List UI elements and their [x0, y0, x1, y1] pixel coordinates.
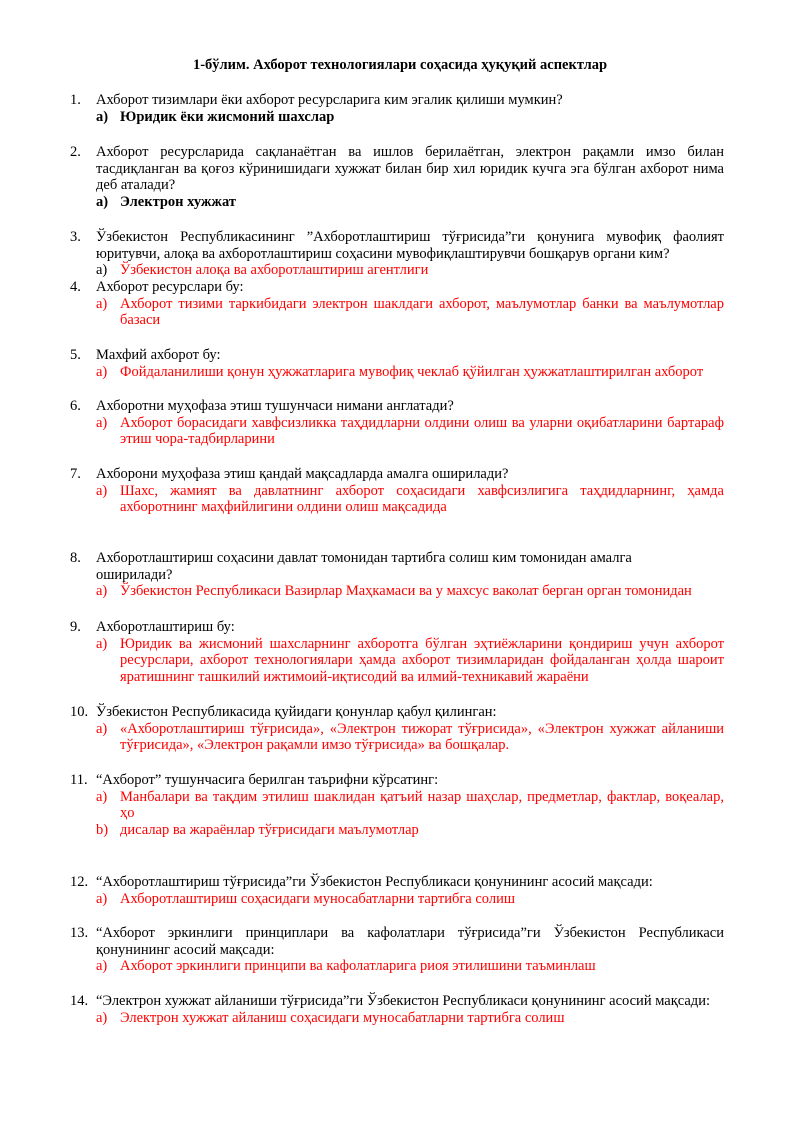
question-text: Ўзбекистон Республикасининг ”Ахборотлаштириш тўғрисида”ги қонунига мувофиқ фаолият юритувчи, алоқа ва ахборотлаштириш соҳасини мувофиқлаштирувчи бошқарув органи ким? — [96, 229, 724, 262]
answer-letter: а) — [96, 262, 108, 278]
question-number: 14. — [70, 993, 89, 1009]
answer-letter: а) — [96, 414, 108, 431]
answer-letter: а) — [96, 720, 108, 737]
question-9 — [70, 619, 724, 685]
question-10 — [70, 704, 724, 754]
answer-text: «Ахборотлаштириш тўғрисида», «Электрон тижорат тўғрисида», «Электрон хужжат айланиши тўғрисида», «Электрон рақамли имзо тўғрисида» ва бошқалар. — [120, 720, 724, 753]
question-text: Ўзбекистон Республикасида қуйидаги қонунлар қабул қилинган: — [96, 704, 497, 720]
answer-text: Ахборот тизими таркибидаги электрон шаклдаги ахборот, маълумотлар банки ва маълумотлар базаси — [120, 295, 724, 328]
question-number: 11. — [70, 772, 88, 788]
answer-text: Ахборот борасидаги хавфсизликка таҳдидларни олдини олиш ва уларни оқибатларини бартараф этиш чора-тадбирларини — [120, 414, 724, 447]
question-number: 2. — [70, 144, 81, 160]
answer-text: Юридик ва жисмоний шахсларнинг ахборотга бўлган эҳтиёжларини қондириш учун ахборот ресурслари, ахборот технологиялари ҳамда ахборот тизимларидан фойдаланган ҳолда шароит яратишнинг ташкилий ижтимоий-иқтисодий ва илмий-техникавий жараёни — [120, 635, 724, 685]
answer-text: Ахборот эркинлиги принципи ва кафолатларига риоя этилишини таъминлаш — [120, 958, 596, 974]
question-number: 10. — [70, 704, 89, 720]
question-text: “Ахборот эркинлиги принциплари ва кафолатлари тўғрисида”ги Ўзбекистон Республикаси қонунининг асосий мақсади: — [96, 925, 724, 958]
question-number: 6. — [70, 398, 81, 414]
question-text: Ахборотлаштириш соҳасини давлат томонидан тартибга солиш ким томонидан амалга оширилади? — [96, 550, 632, 583]
question-number: 8. — [70, 550, 81, 566]
question-number: 9. — [70, 619, 81, 635]
question-text: Ахборотлаштириш бу: — [96, 619, 235, 635]
question-11 — [70, 772, 724, 838]
question-text: “Электрон хужжат айланиши тўғрисида”ги Ўзбекистон Республикаси қонунининг асосий мақсади: — [96, 993, 710, 1009]
question-6 — [70, 398, 724, 448]
question-4 — [70, 279, 724, 329]
answer-text: дисалар ва жараёнлар тўғрисидаги маълумотлар — [120, 821, 419, 838]
question-text: Ахборот ресурсларида сақланаётган ва ишлов берилаётган, электрон рақамли имзо билан тасдиқланган ва қоғоз кўринишидаги хужжат билан бир хил юридик кучга эга бўлган ахборот нима деб аталади? — [96, 144, 724, 193]
question-text: Ахборот тизимлари ёки ахборот ресурсларига ким эгалик қилиши мумкин? — [96, 92, 563, 108]
question-3 — [70, 229, 724, 279]
question-8 — [70, 550, 724, 600]
answer-letter: а) — [96, 108, 109, 125]
answer-text: Ахборотлаштириш соҳасидаги муносабатларни тартибга солиш — [120, 890, 515, 907]
question-text: “Ахборот” тушунчасига берилган таърифни кўрсатинг: — [96, 772, 439, 788]
question-14 — [70, 993, 724, 1026]
answer-text: Манбалари ва тақдим этилиш шаклидан қатъий назар шаҳслар, предметлар, фактлар, воқеалар, ҳо — [120, 788, 724, 821]
question-number: 3. — [70, 229, 81, 245]
answer-letter: а) — [96, 635, 108, 652]
question-text: “Ахборотлаштириш тўғрисида”ги Ўзбекистон Республикаси қонунининг асосий мақсади: — [96, 874, 653, 890]
answer-letter: b) — [96, 821, 109, 838]
question-number: 12. — [70, 874, 89, 890]
answer-letter: а) — [96, 295, 108, 312]
answer-text: Ўзбекистон Республикаси Вазирлар Маҳкамаси ва у махсус ваколат берган орган томонидан — [120, 583, 692, 599]
answer-letter: а) — [96, 583, 108, 599]
answer-letter: а) — [96, 958, 108, 974]
question-number: 4. — [70, 279, 81, 295]
question-number: 13. — [70, 925, 89, 941]
answer-text: Юридик ёки жисмоний шахслар — [120, 108, 335, 125]
answer-letter: а) — [96, 890, 108, 907]
question-12 — [70, 874, 724, 907]
answer-text: Фойдаланилиши қонун ҳужжатларига мувофиқ чеклаб қўйилган ҳужжатлаштирилган ахборот — [120, 363, 704, 380]
answer-letter: а) — [96, 193, 109, 210]
question-5 — [70, 347, 724, 380]
question-text: Ахборотни муҳофаза этиш тушунчаси нимани англатади? — [96, 398, 454, 414]
answer-text: Шахс, жамият ва давлатнинг ахборот соҳасидаги хавфсизлигига таҳдидларнинг, ҳамда ахборотнинг маҳфийлигини олдини олиш мақсадида — [120, 482, 724, 515]
question-text: Ахборот ресурслари бу: — [96, 279, 244, 295]
question-7 — [70, 466, 724, 516]
answer-letter: а) — [96, 363, 108, 380]
question-2 — [70, 144, 724, 210]
answer-text: Электрон хужжат айланиш соҳасидаги муносабатларни тартибга солиш — [120, 1009, 565, 1026]
question-1 — [70, 92, 724, 125]
question-text: Махфий ахборот бу: — [96, 347, 221, 363]
question-13 — [70, 925, 724, 975]
question-number: 7. — [70, 466, 81, 482]
answer-text: Ўзбекистон алоқа ва ахборотлаштириш агентлиги — [120, 262, 429, 278]
question-number: 5. — [70, 347, 81, 363]
question-number: 1. — [70, 92, 81, 108]
answer-letter: а) — [96, 788, 108, 805]
section-title: 1-бўлим. Ахборот технологиялари соҳасида ҳуқуқий аспектлар — [192, 57, 608, 73]
question-text: Ахборони муҳофаза этиш қандай мақсадларда амалга оширилади? — [96, 466, 509, 482]
answer-letter: а) — [96, 482, 108, 499]
answer-text: Электрон хужжат — [120, 193, 236, 210]
answer-letter: а) — [96, 1009, 108, 1026]
